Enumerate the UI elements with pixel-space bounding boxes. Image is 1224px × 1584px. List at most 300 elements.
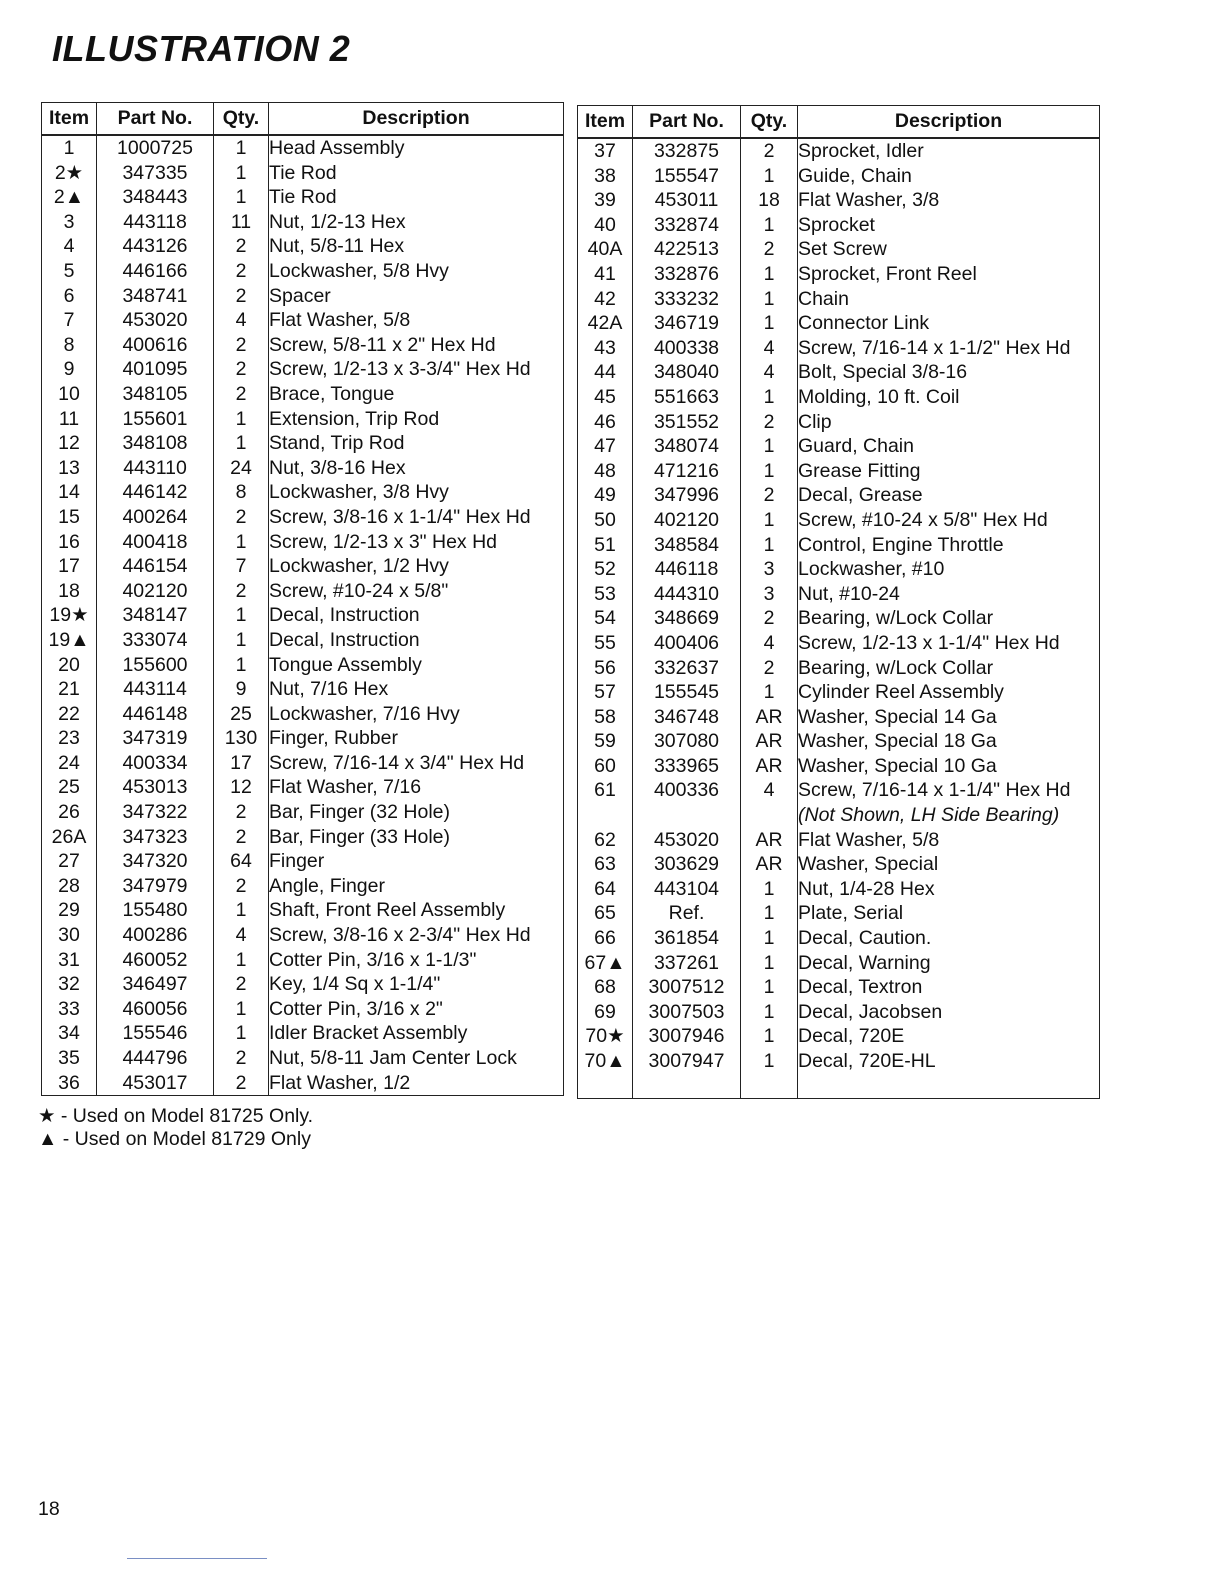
cell-part-no: 453011 — [633, 188, 741, 213]
cell-part-no: 3007503 — [633, 1000, 741, 1025]
table-row — [42, 702, 564, 727]
cell-part-no: 443114 — [97, 677, 214, 702]
table-row — [578, 557, 1100, 582]
table-row — [578, 459, 1100, 484]
cell-item: 48 — [578, 459, 633, 484]
cell-part-no: 400418 — [97, 530, 214, 555]
cell-qty: 2 — [214, 357, 269, 382]
cell-qty: 1 — [214, 431, 269, 456]
cell-part-no: Ref. — [633, 901, 741, 926]
cell-qty: 2 — [214, 505, 269, 530]
cell-description: Cotter Pin, 3/16 x 1-1/3" — [269, 948, 564, 973]
cell-part-no: 453020 — [97, 308, 214, 333]
cell-item: 44 — [578, 360, 633, 385]
cell-description: Bolt, Special 3/8-16 — [798, 360, 1100, 385]
table-row — [42, 652, 564, 677]
cell-qty: 9 — [214, 677, 269, 702]
cell-description: Guard, Chain — [798, 434, 1100, 459]
cell-description: Clip — [798, 410, 1100, 435]
table-row — [578, 901, 1100, 926]
cell-item: 42A — [578, 311, 633, 336]
cell-item: 60 — [578, 754, 633, 779]
cell-qty: 25 — [214, 702, 269, 727]
table-row — [42, 382, 564, 407]
cell-part-no: 471216 — [633, 459, 741, 484]
cell-part-no: 443118 — [97, 210, 214, 235]
cell-description: Extension, Trip Rod — [269, 407, 564, 432]
table-row — [578, 164, 1100, 189]
table-row — [42, 161, 564, 186]
cell-part-no: 446154 — [97, 554, 214, 579]
cell-qty: 2 — [214, 825, 269, 850]
cell-qty: AR — [741, 754, 798, 779]
table-row — [42, 357, 564, 382]
cell-item: 25 — [42, 775, 97, 800]
cell-description: Molding, 10 ft. Coil — [798, 385, 1100, 410]
cell-part-no: 402120 — [633, 508, 741, 533]
table-row — [578, 213, 1100, 238]
table-row — [42, 284, 564, 309]
cell-qty: 2 — [214, 333, 269, 358]
cell-description: Cotter Pin, 3/16 x 2" — [269, 997, 564, 1022]
table-row — [42, 628, 564, 653]
cell-part-no: 155480 — [97, 898, 214, 923]
cell-item: 51 — [578, 533, 633, 558]
table-row — [42, 259, 564, 284]
cell-qty: 2 — [214, 874, 269, 899]
cell-description: Bearing, w/Lock Collar — [798, 655, 1100, 680]
cell-description: Stand, Trip Rod — [269, 431, 564, 456]
cell-description: Lockwasher, 3/8 Hvy — [269, 480, 564, 505]
table-row — [578, 803, 1100, 828]
cell-qty: 1 — [214, 407, 269, 432]
cell-item: 41 — [578, 262, 633, 287]
cell-description: Lockwasher, #10 — [798, 557, 1100, 582]
cell-description: Screw, 7/16-14 x 1-1/2" Hex Hd — [798, 336, 1100, 361]
cell-description: Decal, 720E-HL — [798, 1049, 1100, 1074]
legend-triangle-note: ▲ - Used on Model 81729 Only — [38, 1128, 311, 1150]
cell-qty: 2 — [741, 655, 798, 680]
cell-description: Flat Washer, 3/8 — [798, 188, 1100, 213]
cell-part-no: 348108 — [97, 431, 214, 456]
cell-description: Flat Washer, 5/8 — [269, 308, 564, 333]
cell-description: Decal, Jacobsen — [798, 1000, 1100, 1025]
cell-description: Lockwasher, 1/2 Hvy — [269, 554, 564, 579]
cell-description: Decal, Instruction — [269, 603, 564, 628]
cell-item: 47 — [578, 434, 633, 459]
cell-qty: 1 — [741, 533, 798, 558]
cell-item: 39 — [578, 188, 633, 213]
cell-description: Washer, Special 10 Ga — [798, 754, 1100, 779]
cell-description: Tongue Assembly — [269, 652, 564, 677]
header-part-no: Part No. — [97, 103, 214, 136]
cell-qty: 2 — [741, 237, 798, 262]
cell-description: Chain — [798, 287, 1100, 312]
cell-item: 12 — [42, 431, 97, 456]
cell-description: (Not Shown, LH Side Bearing) — [798, 803, 1100, 828]
cell-description: Nut, 1/4-28 Hex — [798, 877, 1100, 902]
cell-part-no: 348584 — [633, 533, 741, 558]
cell-item: 8 — [42, 333, 97, 358]
table-row — [578, 508, 1100, 533]
cell-description: Screw, #10-24 x 5/8" Hex Hd — [798, 508, 1100, 533]
cell-part-no: 551663 — [633, 385, 741, 410]
cell-part-no: 337261 — [633, 951, 741, 976]
cell-part-no: 348040 — [633, 360, 741, 385]
header-part-no: Part No. — [633, 106, 741, 139]
cell-qty: 3 — [741, 582, 798, 607]
cell-item: 36 — [42, 1071, 97, 1096]
cell-qty: 2 — [214, 382, 269, 407]
cell-qty: 1 — [741, 213, 798, 238]
cell-item: 63 — [578, 852, 633, 877]
cell-part-no: 347323 — [97, 825, 214, 850]
cell-item: 65 — [578, 901, 633, 926]
cell-qty: 1 — [214, 1021, 269, 1046]
cell-description: Screw, 7/16-14 x 1-1/4" Hex Hd — [798, 778, 1100, 803]
cell-qty: 4 — [741, 631, 798, 656]
table-row — [42, 874, 564, 899]
table-row — [578, 877, 1100, 902]
table-row — [578, 336, 1100, 361]
cell-qty: 1 — [741, 508, 798, 533]
cell-description: Nut, 5/8-11 Jam Center Lock — [269, 1046, 564, 1071]
table-row — [42, 1046, 564, 1071]
cell-qty: 2 — [741, 138, 798, 164]
cell-part-no: 346748 — [633, 705, 741, 730]
cell-item: 66 — [578, 926, 633, 951]
footer-rule — [127, 1558, 267, 1559]
table-row — [42, 333, 564, 358]
table-row — [42, 431, 564, 456]
cell-description: Screw, #10-24 x 5/8" — [269, 579, 564, 604]
cell-part-no: 443126 — [97, 234, 214, 259]
cell-description: Plate, Serial — [798, 901, 1100, 926]
cell-item — [578, 1074, 633, 1099]
cell-item: 23 — [42, 726, 97, 751]
cell-part-no: 347335 — [97, 161, 214, 186]
parts-table-right — [577, 105, 1100, 1099]
cell-description: Idler Bracket Assembly — [269, 1021, 564, 1046]
cell-description: Tie Rod — [269, 161, 564, 186]
table-row — [42, 972, 564, 997]
cell-part-no: 333965 — [633, 754, 741, 779]
table-row — [578, 705, 1100, 730]
cell-qty: 4 — [741, 360, 798, 385]
table-row — [42, 923, 564, 948]
cell-part-no: 347320 — [97, 849, 214, 874]
cell-qty: 1 — [741, 877, 798, 902]
cell-qty: 1 — [741, 926, 798, 951]
cell-part-no: 348443 — [97, 185, 214, 210]
cell-part-no: 400286 — [97, 923, 214, 948]
cell-description: Decal, Textron — [798, 975, 1100, 1000]
cell-part-no: 333074 — [97, 628, 214, 653]
cell-qty: 1 — [741, 459, 798, 484]
cell-qty: 1 — [214, 652, 269, 677]
cell-part-no: 3007946 — [633, 1024, 741, 1049]
cell-description: Shaft, Front Reel Assembly — [269, 898, 564, 923]
cell-description: Sprocket — [798, 213, 1100, 238]
table-row — [42, 997, 564, 1022]
cell-description: Control, Engine Throttle — [798, 533, 1100, 558]
table-row — [42, 948, 564, 973]
table-header-row — [578, 106, 1100, 139]
cell-qty: 1 — [214, 948, 269, 973]
cell-qty: 12 — [214, 775, 269, 800]
cell-qty: 1 — [214, 135, 269, 161]
table-row — [578, 1049, 1100, 1074]
cell-part-no: 332637 — [633, 655, 741, 680]
cell-qty: 1 — [741, 1000, 798, 1025]
header-qty: Qty. — [214, 103, 269, 136]
cell-description: Screw, 1/2-13 x 3" Hex Hd — [269, 530, 564, 555]
cell-qty: AR — [741, 828, 798, 853]
cell-description: Angle, Finger — [269, 874, 564, 899]
cell-item: 22 — [42, 702, 97, 727]
cell-description: Flat Washer, 7/16 — [269, 775, 564, 800]
cell-part-no: 155601 — [97, 407, 214, 432]
cell-part-no: 444796 — [97, 1046, 214, 1071]
cell-qty: 24 — [214, 456, 269, 481]
cell-qty: 1 — [214, 997, 269, 1022]
cell-item: 40 — [578, 213, 633, 238]
table-row — [42, 135, 564, 161]
cell-description: Connector Link — [798, 311, 1100, 336]
cell-part-no: 400334 — [97, 751, 214, 776]
cell-item: 35 — [42, 1046, 97, 1071]
cell-item — [578, 803, 633, 828]
cell-description: Screw, 5/8-11 x 2" Hex Hd — [269, 333, 564, 358]
table-row — [578, 754, 1100, 779]
cell-item: 9 — [42, 357, 97, 382]
cell-qty: AR — [741, 852, 798, 877]
cell-part-no: 400264 — [97, 505, 214, 530]
cell-qty: 1 — [741, 951, 798, 976]
cell-part-no: 155547 — [633, 164, 741, 189]
cell-description: Washer, Special 14 Ga — [798, 705, 1100, 730]
cell-part-no: 332875 — [633, 138, 741, 164]
cell-description: Decal, Grease — [798, 483, 1100, 508]
cell-description: Set Screw — [798, 237, 1100, 262]
cell-item: 70★ — [578, 1024, 633, 1049]
cell-description — [798, 1074, 1100, 1099]
table-row — [578, 926, 1100, 951]
table-row — [578, 951, 1100, 976]
page-title: ILLUSTRATION 2 — [52, 28, 351, 69]
cell-item: 26 — [42, 800, 97, 825]
table-row — [578, 828, 1100, 853]
cell-part-no: 333232 — [633, 287, 741, 312]
cell-part-no: 400406 — [633, 631, 741, 656]
cell-qty: 17 — [214, 751, 269, 776]
cell-item: 52 — [578, 557, 633, 582]
cell-item: 31 — [42, 948, 97, 973]
cell-description: Nut, 7/16 Hex — [269, 677, 564, 702]
cell-part-no: 400616 — [97, 333, 214, 358]
cell-item: 43 — [578, 336, 633, 361]
cell-qty: 2 — [741, 483, 798, 508]
cell-part-no: 348105 — [97, 382, 214, 407]
cell-item: 58 — [578, 705, 633, 730]
cell-description: Bar, Finger (32 Hole) — [269, 800, 564, 825]
table-row — [578, 533, 1100, 558]
cell-description: Brace, Tongue — [269, 382, 564, 407]
table-row — [42, 234, 564, 259]
cell-item: 30 — [42, 923, 97, 948]
cell-qty: AR — [741, 729, 798, 754]
cell-part-no: 348147 — [97, 603, 214, 628]
table-row — [578, 729, 1100, 754]
cell-part-no: 400336 — [633, 778, 741, 803]
cell-part-no: 443110 — [97, 456, 214, 481]
cell-part-no: 446142 — [97, 480, 214, 505]
cell-item: 40A — [578, 237, 633, 262]
cell-qty: 1 — [214, 603, 269, 628]
cell-description: Nut, 1/2-13 Hex — [269, 210, 564, 235]
cell-part-no: 3007512 — [633, 975, 741, 1000]
table-row — [42, 751, 564, 776]
cell-part-no: 453013 — [97, 775, 214, 800]
cell-part-no: 155600 — [97, 652, 214, 677]
table-row — [578, 188, 1100, 213]
cell-item: 2▲ — [42, 185, 97, 210]
cell-part-no — [633, 803, 741, 828]
table-row — [42, 480, 564, 505]
cell-item: 32 — [42, 972, 97, 997]
cell-description: Screw, 7/16-14 x 3/4" Hex Hd — [269, 751, 564, 776]
cell-description: Tie Rod — [269, 185, 564, 210]
table-row — [42, 1021, 564, 1046]
cell-item: 3 — [42, 210, 97, 235]
cell-item: 17 — [42, 554, 97, 579]
cell-part-no: 443104 — [633, 877, 741, 902]
cell-qty: 18 — [741, 188, 798, 213]
table-header-row — [42, 103, 564, 136]
cell-item: 4 — [42, 234, 97, 259]
cell-item: 68 — [578, 975, 633, 1000]
cell-part-no: 303629 — [633, 852, 741, 877]
cell-item: 42 — [578, 287, 633, 312]
cell-qty: 1 — [741, 1049, 798, 1074]
table-row — [578, 262, 1100, 287]
cell-item: 67▲ — [578, 951, 633, 976]
cell-description: Lockwasher, 5/8 Hvy — [269, 259, 564, 284]
cell-item: 70▲ — [578, 1049, 633, 1074]
cell-qty: 1 — [741, 385, 798, 410]
cell-part-no: 347979 — [97, 874, 214, 899]
cell-qty: 4 — [741, 336, 798, 361]
cell-description: Screw, 1/2-13 x 1-1/4" Hex Hd — [798, 631, 1100, 656]
cell-part-no: 422513 — [633, 237, 741, 262]
page-number: 18 — [38, 1498, 60, 1520]
cell-item: 37 — [578, 138, 633, 164]
table-row — [42, 603, 564, 628]
cell-item: 50 — [578, 508, 633, 533]
cell-qty: 2 — [214, 1046, 269, 1071]
cell-part-no: 3007947 — [633, 1049, 741, 1074]
cell-description: Sprocket, Idler — [798, 138, 1100, 164]
cell-qty: 2 — [214, 800, 269, 825]
cell-part-no: 155545 — [633, 680, 741, 705]
cell-part-no: 1000725 — [97, 135, 214, 161]
cell-qty: 11 — [214, 210, 269, 235]
table-row — [578, 385, 1100, 410]
cell-item: 24 — [42, 751, 97, 776]
cell-description: Lockwasher, 7/16 Hvy — [269, 702, 564, 727]
cell-item: 21 — [42, 677, 97, 702]
header-description: Description — [798, 106, 1100, 139]
cell-description: Flat Washer, 1/2 — [269, 1071, 564, 1096]
table-row — [42, 407, 564, 432]
cell-part-no: 348074 — [633, 434, 741, 459]
cell-description: Key, 1/4 Sq x 1-1/4" — [269, 972, 564, 997]
cell-qty: 2 — [214, 284, 269, 309]
table-row — [42, 210, 564, 235]
table-row — [578, 311, 1100, 336]
cell-part-no: 446118 — [633, 557, 741, 582]
table-row — [42, 849, 564, 874]
cell-part-no: 155546 — [97, 1021, 214, 1046]
table-row — [578, 1074, 1100, 1099]
cell-qty: 1 — [214, 530, 269, 555]
cell-part-no: 332876 — [633, 262, 741, 287]
cell-part-no — [633, 1074, 741, 1099]
cell-item: 55 — [578, 631, 633, 656]
table-row — [42, 505, 564, 530]
cell-description: Decal, 720E — [798, 1024, 1100, 1049]
cell-part-no: 346497 — [97, 972, 214, 997]
cell-item: 46 — [578, 410, 633, 435]
cell-description: Head Assembly — [269, 135, 564, 161]
cell-item: 29 — [42, 898, 97, 923]
cell-part-no: 402120 — [97, 579, 214, 604]
cell-part-no: 348741 — [97, 284, 214, 309]
cell-description: Nut, #10-24 — [798, 582, 1100, 607]
cell-item: 64 — [578, 877, 633, 902]
cell-description: Spacer — [269, 284, 564, 309]
cell-item: 2★ — [42, 161, 97, 186]
cell-description: Sprocket, Front Reel — [798, 262, 1100, 287]
table-row — [578, 434, 1100, 459]
parts-table-left — [41, 102, 564, 1096]
cell-part-no: 444310 — [633, 582, 741, 607]
cell-description: Finger, Rubber — [269, 726, 564, 751]
cell-item: 15 — [42, 505, 97, 530]
cell-description: Bar, Finger (33 Hole) — [269, 825, 564, 850]
cell-qty: 7 — [214, 554, 269, 579]
cell-item: 16 — [42, 530, 97, 555]
cell-item: 33 — [42, 997, 97, 1022]
cell-part-no: 347996 — [633, 483, 741, 508]
cell-item: 69 — [578, 1000, 633, 1025]
cell-description: Finger — [269, 849, 564, 874]
cell-item: 18 — [42, 579, 97, 604]
cell-qty: 4 — [214, 923, 269, 948]
cell-description: Washer, Special — [798, 852, 1100, 877]
table-row — [42, 185, 564, 210]
table-row — [578, 778, 1100, 803]
cell-item: 53 — [578, 582, 633, 607]
cell-item: 20 — [42, 652, 97, 677]
cell-item: 26A — [42, 825, 97, 850]
cell-description: Nut, 3/8-16 Hex — [269, 456, 564, 481]
cell-item: 56 — [578, 655, 633, 680]
table-row — [578, 483, 1100, 508]
cell-qty: 8 — [214, 480, 269, 505]
cell-item: 49 — [578, 483, 633, 508]
cell-qty: 1 — [214, 898, 269, 923]
